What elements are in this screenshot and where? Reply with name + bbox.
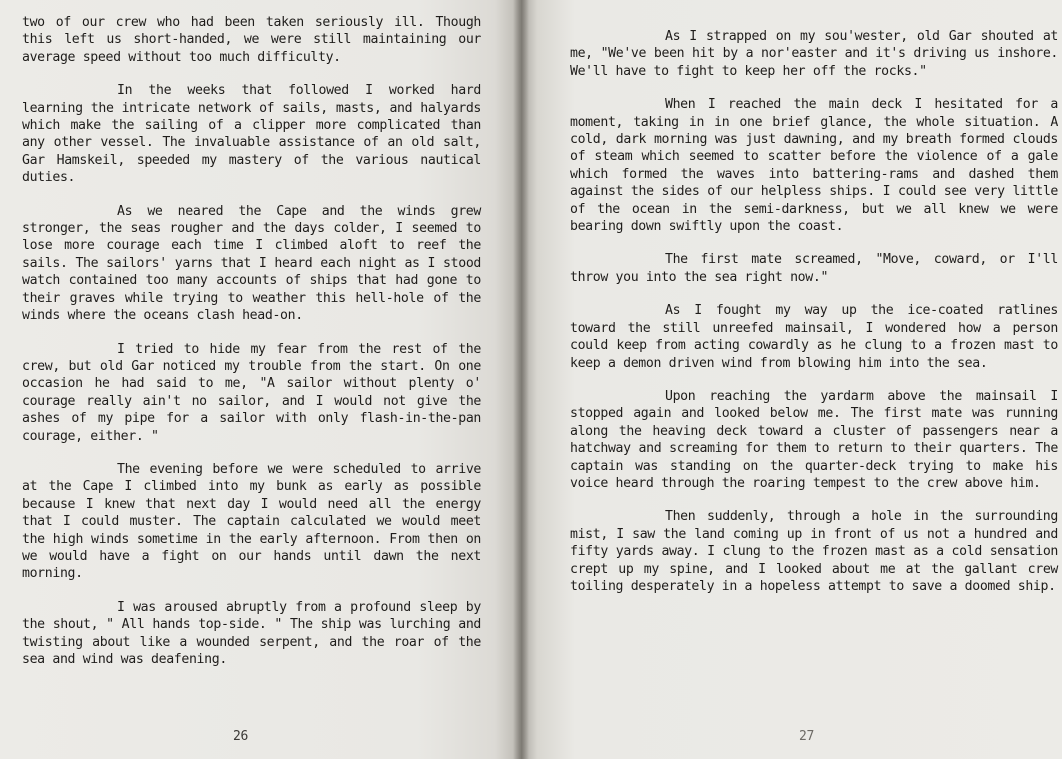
left-paragraph-3: As we neared the Cape and the winds grew stronger, the seas rougher and the days colder, I seemed to lose more courage each time I climbed aloft to reef the sails. The sailors' yarns that I heard each night as I stood watch contained too many accounts of ships that had gone to their graves while trying to weather this hell-hole of the winds where the oceans clash head-on.	[22, 203, 481, 324]
left-paragraph-6: I was aroused abruptly from a profound sleep by the shout, " All hands top-side. " The ship was lurching and twisting about like a wounded serpent, and the roar of the sea and wind was deafening.	[22, 599, 481, 667]
right-paragraph-6: Then suddenly, through a hole in the surrounding mist, I saw the land coming up in front of us not a hundred and fifty yards away. I clung to the frozen mast as a cold sensation crept up my spine, and I looked about me at the gallant crew toiling desperately in a hopeless attempt to save a doomed ship.	[570, 509, 1058, 594]
right-paragraph-1: As I strapped on my sou'wester, old Gar shouted at me, "We've been hit by a nor'easter and it's driving us inshore. We'll have to fight to keep her off the rocks."	[570, 29, 1058, 79]
left-paragraph-1: two of our crew who had been taken seriously ill. Though this left us short-handed, we were still maintaining our average speed without too much difficulty.	[22, 15, 481, 65]
left-page	[0, 0, 521, 759]
right-paragraph-5: Upon reaching the yardarm above the mainsail I stopped again and looked below me. The first mate was running along the heaving deck toward a cluster of passengers near a hatchway and screaming for them to return to their quarters. The captain was standing on the quarter-deck trying to make his voice heard through the roaring tempest to the crew above him.	[570, 388, 1058, 491]
left-paragraph-5: The evening before we were scheduled to arrive at the Cape I climbed into my bunk as early as possible because I knew that next day I would need all the energy that I could muster. The captain calculated we would meet the high winds sometime in the early afternoon. From then on we would have a fight on our hands until dawn the next morning.	[22, 461, 481, 582]
right-paragraph-4: As I fought my way up the ice-coated ratlines toward the still unreefed mainsail, I wondered how a person could keep from acting cowardly as he clung to a frozen mast to keep a demon driven wind from blowing him into the sea.	[570, 303, 1058, 371]
left-paragraph-2: In the weeks that followed I worked hard learning the intricate network of sails, masts, and halyards which make the sailing of a clipper more complicated than any other vessel. The invaluable assistance of an old salt, Gar Hamskeil, speeded my mastery of the various nautical duties.	[22, 83, 481, 186]
right-page-number: 27	[799, 728, 814, 744]
right-paragraph-2: When I reached the main deck I hesitated for a moment, taking in in one brief glance, the whole situation. A cold, dark morning was just dawning, and my breath formed clouds of steam which seemed to scatter before the violence of a gale which formed the waves into battering-rams and dashed them against the sides of our helpless ships. I could see very little of the ocean in the semi-darkness, but we all knew we were bearing down swiftly upon the coast.	[570, 97, 1058, 235]
right-page	[521, 0, 1062, 759]
right-paragraph-3: The first mate screamed, "Move, coward, or I'll throw you into the sea right now."	[570, 252, 1058, 285]
left-paragraph-4: I tried to hide my fear from the rest of the crew, but old Gar noticed my trouble from the start. On one occasion he had said to me, "A sailor without plenty o' courage really ain't no sailor, and I would not give the ashes of my pipe for a sailor with only flash-in-the-pan courage, either. "	[22, 341, 481, 444]
left-page-number: 26	[233, 728, 248, 744]
